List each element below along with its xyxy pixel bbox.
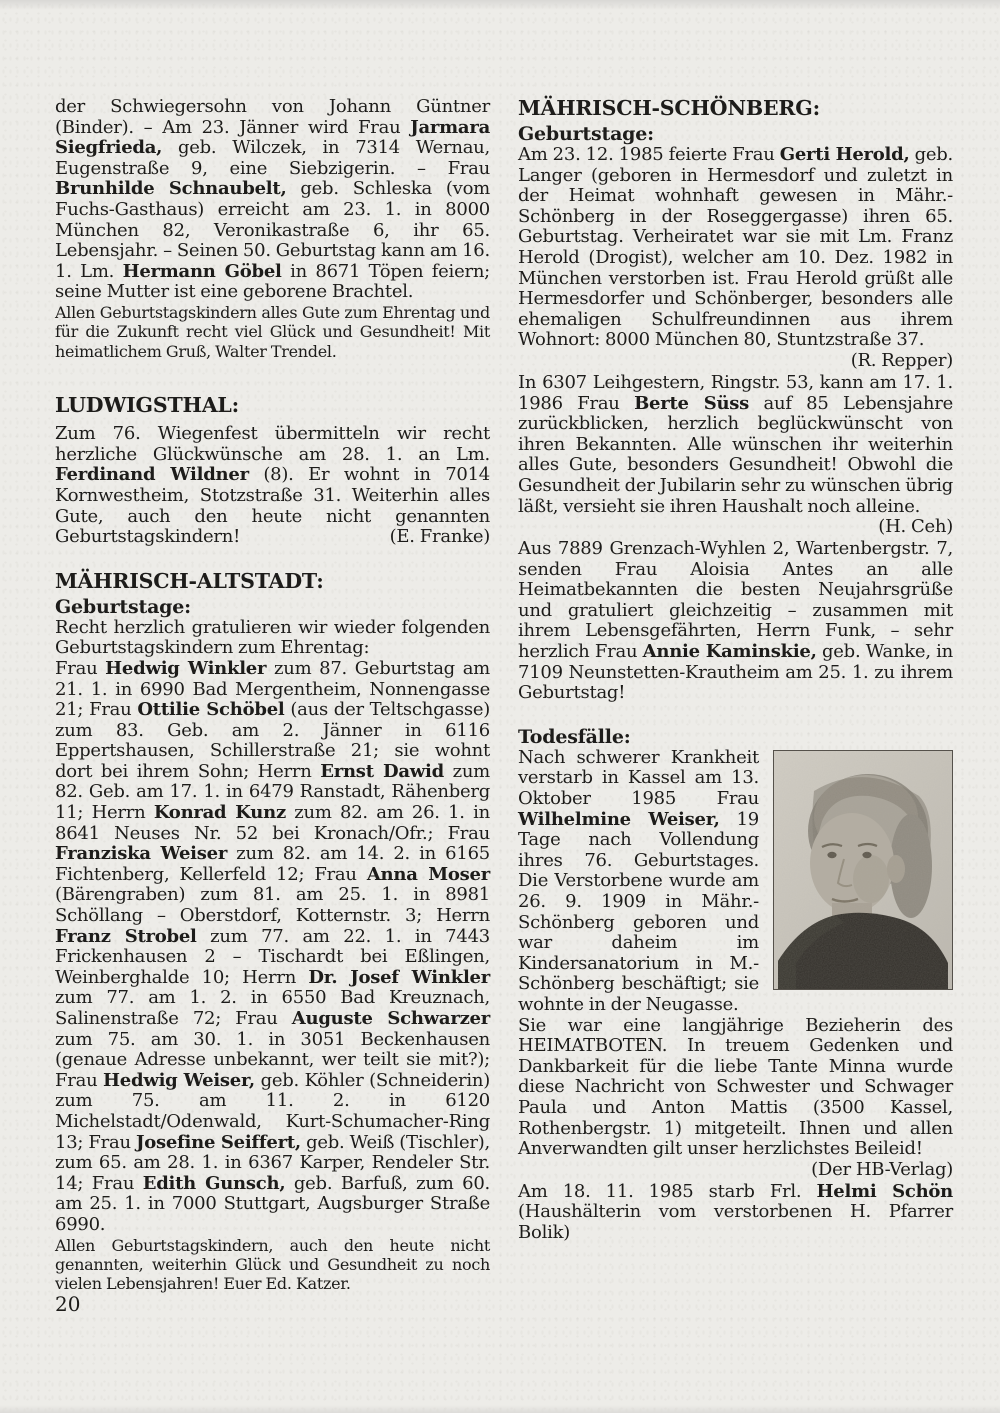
suess-text: In 6307 Leihgestern, Ringstr. 53, kann am 17. 1. 1986 Frau Berte Süss auf 85 Lebensjahre zurückblicken, herzlich beglückwünscht von ihren Bekannten. Alle wünschen ihr weiterhin alles Gute, besonders Gesundheit! Obwohl die Gesundheit der Jubilarin sehr zu wünschen übrig läßt, versieht sie ihren Haushalt noch alleine. <box>518 371 954 517</box>
memorial-text: Sie war eine langjährige Bezieherin des HEIMATBOTEN. In treuem Gedenken und Dankbarkeit für die liebe Tante Minna wurde diese Nachricht von Schwester und Schwager Paula und Anton Mattis (3500 Kassel, Rothenbergstr. 1) mitgeteilt. Ihnen und allen Anverwandten gilt unser herzlichstes Beileid! <box>518 1014 953 1160</box>
herold-signature: (R. Repper) <box>850 349 953 371</box>
bold-name: Josefine Seiffert, <box>135 1131 301 1153</box>
section-heading-ludwigsthal: LUDWIGSTHAL: <box>55 393 239 418</box>
bold-name: Hedwig Weiser, <box>103 1069 255 1091</box>
intro-continuation-paragraph: der Schwiegersohn von Johann Güntner (Binder). – Am 23. Jänner wird Frau Jarmara Siegfrieda, geb. Wilczek, in 7314 Wernau, Eugenstraße 9, eine Siebzigerin. – Frau Brunhilde Schnaubelt, geb. Schleska (vom Fuchs-Gasthaus) erreicht am 23. 1. in 8000 München 82, Veronikastraße 6, ihr 65. Lebensjahr. – Seinen 50. Geburtstag kann am 16. 1. Lm. Hermann Göbel in 8671 Töpen feiern; seine Mutter ist eine geborene Brachtel. <box>55 96 490 303</box>
altstadt-birthday-list-paragraph: Frau Hedwig Winkler zum 87. Geburtstag am 21. 1. in 6990 Bad Mergentheim, Nonnengasse 21; Frau Ottilie Schöbel (aus der Teltschgasse) zum 83. Geb. am 2. Jänner in 6116 Eppertshausen, Schillerstraße 21; sie wohnt dort bei ihrem Sohn; Herrn Ernst Dawid zum 82. Geb. am 17. 1. in 6479 Ranstadt, Rähenberg 11; Herrn Konrad Kunz zum 82. am 26. 1. in 8641 Neuses Nr. 52 bei Kronach/Ofr.; Frau Franziska Weiser zum 82. am 14. 2. in 6165 Fichtenberg, Kellerfeld 12; Frau Anna Moser (Bärengraben) zum 81. am 25. 1. in 8981 Schöllang – Oberstdorf, Kotternstr. 3; Herrn Franz Strobel zum 77. am 22. 1. in 7443 Frickenhausen 2 – Tischardt bei Eßlingen, Weinberghalde 10; Herrn Dr. Josef Winkler zum 77. am 1. 2. in 6550 Bad Kreuznach, Salinenstraße 72; Frau Auguste Schwarzer zum 75. am 30. 1. in 3051 Beckenhausen (genaue Adresse unbekannt, wer teilt sie mit?); Frau Hedwig Weiser, geb. Köhler (Schneiderin) zum 75. am 11. 2. in 6120 Michelstadt/Odenwald, Kurt-Schumacher-Ring 13; Frau Josefine Seiffert, geb. Weiß (Tischler), zum 65. am 28. 1. in 6367 Karper, Rendeler Str. 14; Frau Edith Gunsch, geb. Barfuß, zum 60. am 25. 1. in 7000 Stuttgart, Augsburger Straße 6990. <box>55 657 491 1235</box>
left-column <box>55 97 490 1294</box>
bold-name: Hermann Göbel <box>122 260 282 282</box>
intro-closing-note: Allen Geburtstagskindern alles Gute zum Ehrentag und für die Zukunft recht viel Glück und Gesundheit! Mit heimatlichem Gruß, Walter Trendel. <box>55 302 490 361</box>
bold-name: Konrad Kunz <box>153 802 286 824</box>
suess-signature: (H. Ceh) <box>878 516 953 538</box>
bold-name: Ottilie Schöbel <box>137 699 285 721</box>
bold-name: Edith Gunsch, <box>142 1172 286 1194</box>
bold-name: Auguste Schwarzer <box>291 1008 490 1029</box>
bold-name: Helmi Schön <box>816 1180 954 1202</box>
subheading-geburtstage-altstadt: Geburtstage: <box>55 595 191 618</box>
bold-name: Franziska Weiser <box>55 843 228 865</box>
subheading-todesfaelle: Todesfälle: <box>518 725 631 748</box>
obituary-block <box>518 746 953 1180</box>
altstadt-closing-note: Allen Geburtstagskindern, auch den heute nicht genannten, weiterhin Glück und Gesundheit zu noch vielen Lebensjahren! Euer Ed. Katzer. <box>55 1235 490 1294</box>
antes-paragraph: Aus 7889 Grenzach-Wyhlen 2, Wartenbergstr. 7, senden Frau Aloisia Antes an alle Heimatbekannten die besten Neujahrsgrüße und gratuliert gleichzeitig – zusammen mit ihrem Lebensgefährten, Herrn Funk, – sehr herzlich Frau Annie Kaminskie, geb. Wanke, in 7109 Neunstetten-Krautheim am 25. 1. zu ihrem Geburtstag! <box>518 538 953 704</box>
spacer <box>55 548 490 570</box>
page-number: 20 <box>55 1292 81 1316</box>
bold-name: Annie Kaminskie, <box>642 641 817 663</box>
bold-name: Jarmara Siegfrieda, <box>55 116 490 159</box>
suess-paragraph <box>518 371 954 538</box>
memorial-paragraph <box>518 1014 953 1180</box>
ludwigsthal-paragraph <box>55 424 490 548</box>
bold-name: Berte Süss <box>634 392 750 414</box>
memorial-signature: (Der HB-Verlag) <box>811 1158 953 1180</box>
bold-name: Brunhilde Schnaubelt, <box>55 178 287 200</box>
section-heading-maehrisch-altstadt: MÄHRISCH-ALTSTADT: <box>55 568 324 593</box>
subheading-geburtstage-schoenberg: Geburtstage: <box>518 123 654 145</box>
spacer <box>55 361 490 394</box>
bold-name: Franz Strobel <box>55 925 197 947</box>
bold-name: Wilhelmine Weiser, <box>518 808 720 830</box>
ludwigsthal-text: Zum 76. Wiegenfest übermitteln wir recht herzliche Glückwünsche am 28. 1. an Lm. Ferdinand Wildner (8). Er wohnt in 7014 Kornwestheim, Stotzstraße 31. Weiterhin alles Gute, auch den heute nicht genannten Geburtstagskindern! <box>55 423 490 548</box>
herold-text: Am 23. 12. 1985 feierte Frau Gerti Herold, geb. Langer (geboren in Hermesdorf und zuletzt in der Heimat wohnhaft gewesen in Mähr.-Schönberg in der Roseggergasse) ihren 65. Geburtstag. Verheiratet war sie mit Lm. Franz Herold (Drogist), welcher am 10. Dez. 1982 in München verstorben ist. Frau Herold grüßt alle Hermesdorfer und Schönberger, besonders alle ehemaligen Schulfreundinnen aus ihrem Wohnort: 8000 München 80, Stuntzstraße 37. <box>518 144 954 351</box>
bold-name: Dr. Josef Winkler <box>308 966 490 988</box>
altstadt-lead-paragraph: Recht herzlich gratulieren wir wieder folgenden Geburtstagskindern zum Ehrentag: <box>55 616 490 659</box>
portrait-photo-graphic <box>774 751 952 989</box>
bold-name: Gerti Herold, <box>779 144 910 165</box>
schoen-obituary-paragraph: Am 18. 11. 1985 starb Frl. Helmi Schön (Haushälterin vom verstorbenen H. Pfarrer Bolik) <box>518 1180 954 1243</box>
right-column <box>518 97 953 1294</box>
bold-name: Anna Moser <box>366 863 490 885</box>
bold-name: Ernst Dawid <box>320 760 444 782</box>
herold-paragraph <box>518 144 954 371</box>
portrait-photo-wilhelmine-weiser <box>773 750 953 990</box>
bold-name: Hedwig Winkler <box>105 657 267 679</box>
ludwigsthal-signature: (E. Franke) <box>389 526 490 548</box>
bold-name: Ferdinand Wildner <box>55 464 249 486</box>
spacer <box>518 704 953 726</box>
weiser-obituary-paragraph: Nach schwerer Krankheit verstarb in Kassel am 13. Oktober 1985 Frau Wilhelmine Weiser, 19 Tage nach Vollendung ihres 76. Geburtstages. Die Verstorbene wurde am 26. 9. 1909 in Mähr.-Schönberg geboren und war daheim im Kindersanatorium in M.-Schönberg beschäftigt; sie wohnte in der Neugasse. <box>518 746 759 1015</box>
section-heading-maehrisch-schoenberg: MÄHRISCH-SCHÖNBERG: <box>518 96 820 120</box>
